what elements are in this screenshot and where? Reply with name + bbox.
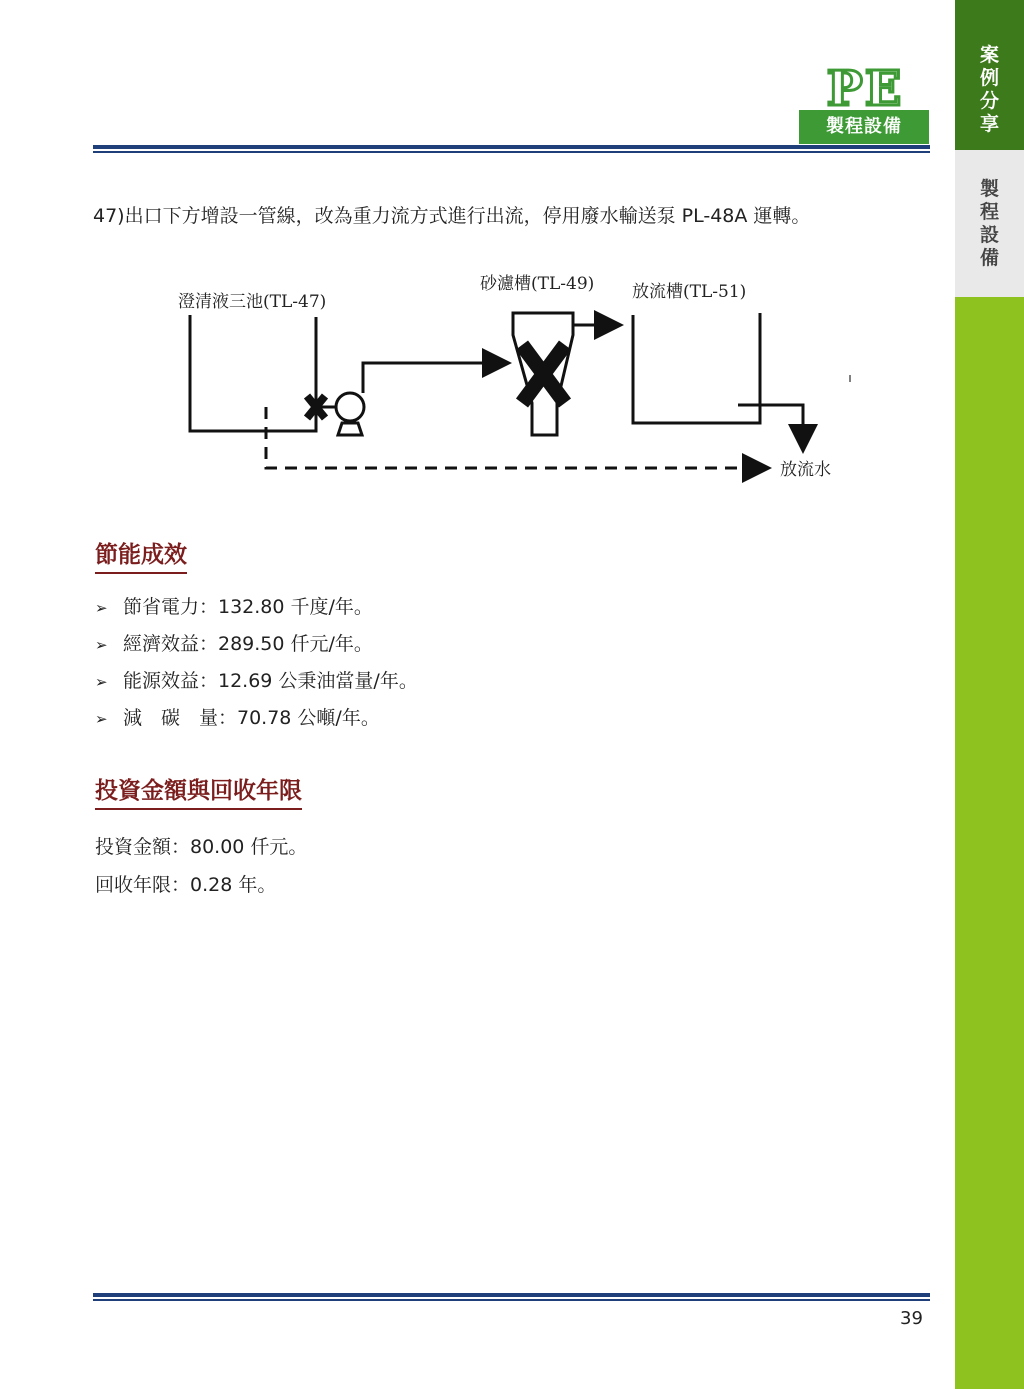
bullet-arrow-icon: ➢	[95, 599, 108, 617]
sidebar-char: 享	[979, 113, 999, 135]
pe-logo	[808, 65, 923, 110]
outlet-label: 放流水	[780, 460, 831, 480]
tank3-label: 放流槽(TL-51)	[632, 282, 747, 302]
list-item-text: 經濟效益：289.50 仟元/年。	[123, 633, 373, 655]
footer-rule	[93, 1293, 930, 1301]
header-rule	[93, 145, 930, 153]
sidebar-char: 製	[979, 178, 999, 200]
pump-icon	[336, 393, 364, 421]
pe-logo-text: PE	[826, 65, 904, 110]
list-item	[95, 666, 418, 703]
pump-to-filter-pipe	[363, 363, 506, 393]
pump-base	[338, 423, 362, 435]
sidebar-char: 程	[979, 201, 999, 223]
tank1-label: 澄清液三池(TL-47)	[178, 292, 327, 312]
sidebar-char: 備	[979, 247, 999, 269]
sidebar-char: 設	[979, 224, 999, 246]
list-item	[95, 592, 418, 629]
intro-text: 47)出口下方增設一管線，改為重力流方式進行出流，停用廢水輸送泵 PL-48A 運轉。	[93, 205, 811, 227]
process-diagram	[170, 265, 870, 490]
clarifier-tank	[190, 315, 316, 431]
sidebar-char: 例	[979, 67, 999, 89]
list-item	[95, 629, 418, 666]
list-item-text: 節省電力：132.80 千度/年。	[123, 596, 373, 618]
section-tag: 製程設備	[799, 110, 929, 144]
bullet-arrow-icon: ➢	[95, 636, 108, 654]
tank2-label: 砂濾槽(TL-49)	[480, 274, 595, 294]
investment-heading: 投資金額與回收年限	[95, 772, 302, 810]
sidebar-char: 分	[979, 90, 999, 112]
list-item-text: 能源效益：12.69 公秉油當量/年。	[123, 670, 418, 692]
page-number: 39	[900, 1308, 923, 1329]
investment-amount: 投資金額：80.00 仟元。	[95, 836, 308, 858]
energy-heading: 節能成效	[95, 536, 187, 574]
list-item-text: 減 碳 量：70.78 公噸/年。	[123, 707, 380, 729]
payback-period: 回收年限：0.28 年。	[95, 874, 277, 896]
bullet-arrow-icon: ➢	[95, 673, 108, 691]
sidebar-category-label	[955, 44, 1024, 136]
sidebar-char: 案	[979, 44, 999, 66]
bullet-arrow-icon: ➢	[95, 710, 108, 728]
sidebar-section-label	[955, 178, 1024, 270]
list-item	[95, 703, 418, 740]
energy-list	[95, 592, 418, 740]
outflow-discharge-pipe	[738, 405, 803, 448]
